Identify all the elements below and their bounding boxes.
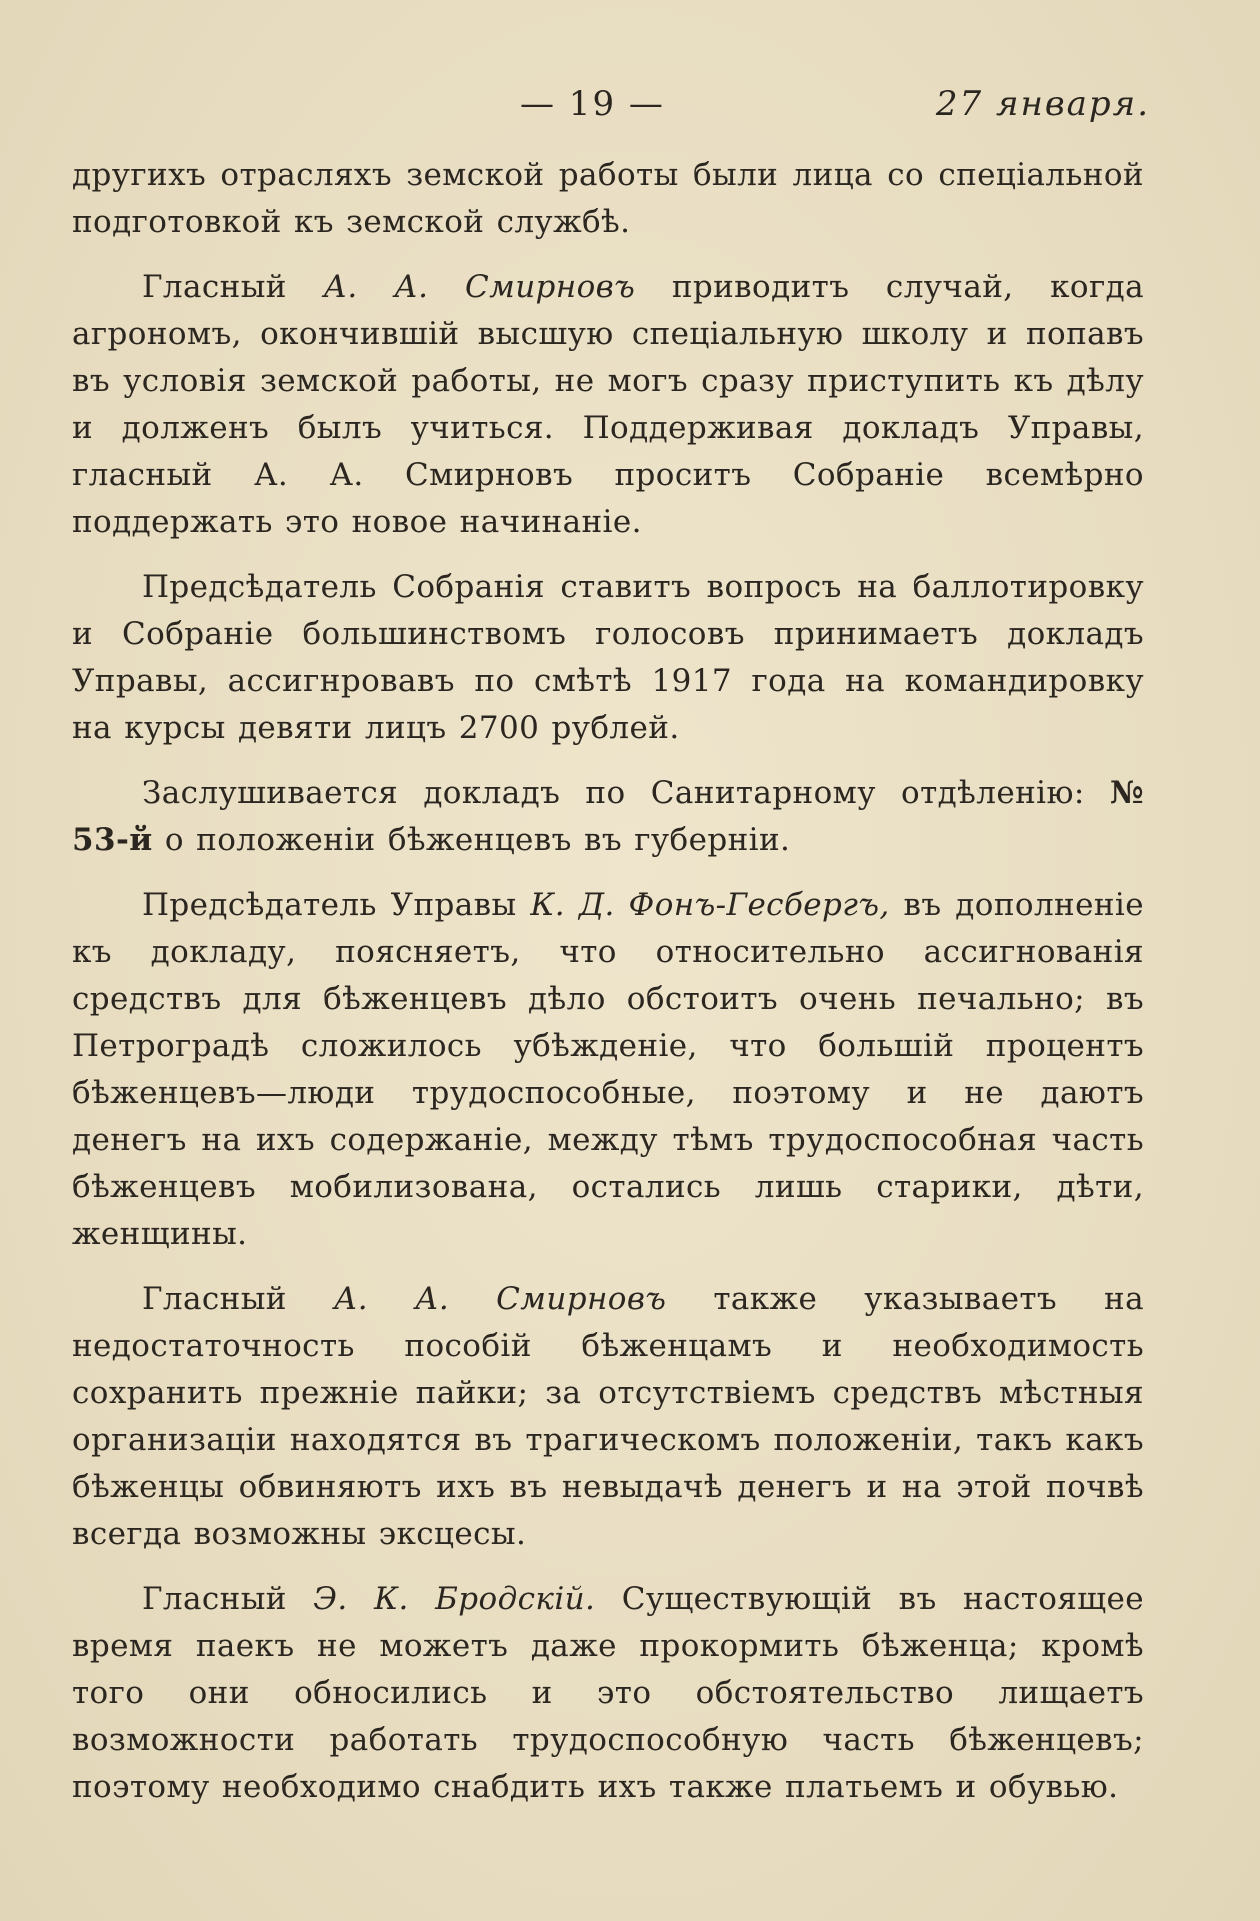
paragraph-1 xyxy=(72,152,1144,246)
speaker-name: А. А. Смирновъ xyxy=(323,269,636,305)
paragraph-5 xyxy=(72,882,1144,1258)
page-number: — 19 — xyxy=(520,84,665,124)
paragraph-text: Заслушивается докладъ по Санитарному отдѣленію: xyxy=(142,775,1110,811)
speaker-name: Э. К. Бродскій. xyxy=(313,1581,596,1617)
paragraph-text: Предсѣдатель Собранія ставитъ вопросъ на баллотировку и Собраніе большинствомъ голосовъ принимаетъ докладъ Управы, ассигнровавъ по смѣтѣ 1917 года на командировку на курсы девяти лицъ 2700 рублей. xyxy=(72,569,1144,746)
paragraph-text: также указываетъ на недостаточность пособій бѣженцамъ и необходимость сохранить прежніе пайки; за отсутствіемъ средствъ мѣстныя организаціи находятся въ трагическомъ положеніи, такъ какъ бѣженцы обвиняютъ ихъ въ невыдачѣ денегъ и на этой почвѣ всегда возможны эксцесы. xyxy=(72,1281,1144,1552)
paragraph-text: другихъ отрасляхъ земской работы были лица со спеціальной подготовкой къ земской службѣ. xyxy=(72,157,1144,240)
speaker-name: К. Д. Фонъ-Гесбергъ, xyxy=(530,887,890,923)
paragraph-text: Гласный xyxy=(142,1581,314,1617)
paragraph-4 xyxy=(72,770,1144,864)
paragraph-text: Гласный xyxy=(142,269,324,305)
paragraph-text: Существующій въ настоящее время паекъ не можетъ даже прокормить бѣженца; кромѣ того они обносились и это обстоятельство лищаетъ возможности работать трудоспособную часть бѣженцевъ; поэтому необходимо снабдить ихъ также платьемъ и обувью. xyxy=(72,1581,1144,1805)
paragraph-2 xyxy=(72,264,1144,546)
speaker-name: А. А. Смирновъ xyxy=(333,1281,667,1317)
body-text xyxy=(72,152,1144,1811)
paragraph-text: о положеніи бѣженцевъ въ губерніи. xyxy=(152,822,791,858)
paragraph-text: Предсѣдатель Управы xyxy=(142,887,531,923)
report-number: № 53-й xyxy=(72,775,1144,858)
running-date: 27 января. xyxy=(935,84,1150,124)
paragraph-6 xyxy=(72,1276,1144,1558)
paragraph-text: въ дополненіе къ докладу, поясняетъ, что относительно ассигнованія средствъ для бѣженцевъ дѣло обстоитъ очень печально; въ Петроградѣ сложилось убѣжденіе, что большій процентъ бѣженцевъ—люди трудоспособные, поэтому и не даютъ денегъ на ихъ содержаніе, между тѣмъ трудоспособная часть бѣженцевъ мобилизована, остались лишь старики, дѣти, женщины. xyxy=(72,887,1144,1252)
page-header xyxy=(0,84,1260,134)
paragraph-text: приводитъ случай, когда агрономъ, окончившій высшую спеціальную школу и попавъ въ условія земской работы, не могъ сразу приступить къ дѣлу и долженъ былъ учиться. Поддерживая докладъ Управы, гласный А. А. Смирновъ проситъ Собраніе всемѣрно поддержать это новое начинаніе. xyxy=(72,269,1144,540)
paragraph-text: Гласный xyxy=(142,1281,334,1317)
paragraph-3 xyxy=(72,564,1144,752)
paragraph-7 xyxy=(72,1576,1144,1811)
